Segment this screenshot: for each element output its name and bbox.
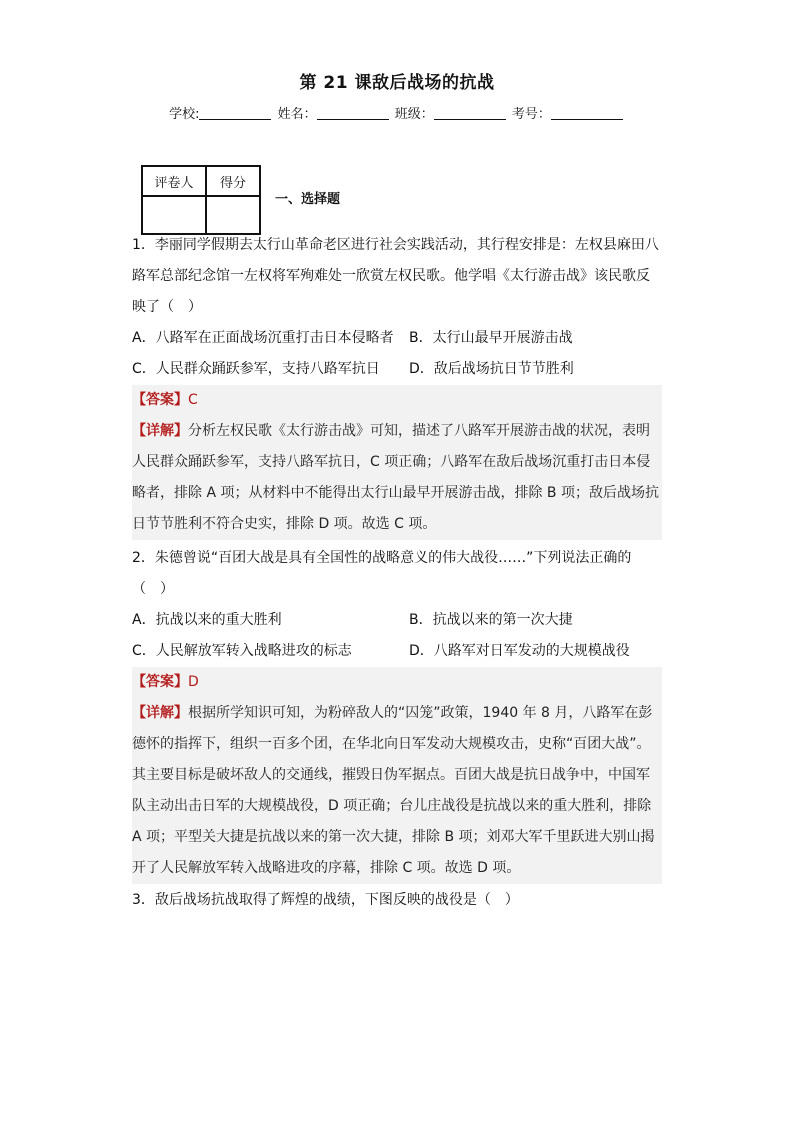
question-1-option-a[interactable]: A．八路军在正面战场沉重打击日本侵略者 [132, 330, 394, 346]
question-2-option-c[interactable]: C．人民解放军转入战略进攻的标志 [132, 643, 352, 659]
student-info-line [0, 103, 794, 122]
answer-value: C [188, 392, 198, 408]
grader-table [141, 165, 261, 235]
question-1-answer [132, 385, 662, 416]
number-label: 考号： [511, 107, 551, 122]
question-2-option-a[interactable]: A．抗战以来的重大胜利 [132, 612, 282, 628]
question-2-options-row-1 [132, 605, 662, 636]
grader-cell[interactable] [142, 196, 206, 234]
question-1-option-d[interactable]: D．敌后战场抗日节节胜利 [409, 361, 574, 377]
question-1-option-b[interactable]: B．太行山最早开展游击战 [409, 330, 573, 346]
question-1-option-c[interactable]: C．人民群众踊跃参军，支持八路军抗日 [132, 361, 380, 377]
question-3 [132, 885, 662, 916]
detail-text: 根据所学知识可知，为粉碎敌人的“囚笼”政策，1940 年 8 月，八路军在彭德怀的指挥下，组织一百多个团，在华北向日军发动大规模攻击，史称“百团大战”。其主要目标是破坏敌人的交通线，摧毁日伪军据点。百团大战是抗日战争中，中国军队主动出击日军的大规模战役，D 项正确；台儿庄战役是抗战以来的重大胜利，排除 A 项；平型关大捷是抗战以来的第一次大捷，排除 B 项；刘邓大军千里跃进大别山揭开了人民解放军转入战略进攻的序幕，排除 C 项。故选 D 项。 [132, 705, 655, 876]
name-label: 姓名： [277, 107, 317, 122]
answer-tag: 【答案】 [132, 674, 188, 690]
question-1-stem: 1．李丽同学假期去太行山革命老区进行社会实践活动，其行程安排是：左权县麻田八路军总部纪念馆一左权将军殉难处一欣赏左权民歌。他学唱《太行游击战》该民歌反映了（ ） [132, 237, 659, 315]
question-1-options-row-2 [132, 354, 662, 385]
answer-value: D [188, 674, 199, 690]
question-1-options-row-1 [132, 323, 662, 354]
school-blank[interactable] [199, 107, 271, 120]
detail-text: 分析左权民歌《太行游击战》可知，描述了八路军开展游击战的状况，表明人民群众踊跃参军，支持八路军抗日，C 项正确；八路军在敌后战场沉重打击日本侵略者，排除 A 项；从材料中不能得出太行山最早开展游击战，排除 B 项；敌后战场抗日节节胜利不符合史实，排除 D 项。故选 C 项。 [132, 423, 659, 532]
grader-header: 评卷人 [142, 166, 206, 196]
answer-tag: 【答案】 [132, 392, 188, 408]
question-2-option-b[interactable]: B．抗战以来的第一次大捷 [409, 612, 573, 628]
question-2-options-row-2 [132, 636, 662, 667]
question-2-answer [132, 667, 662, 698]
detail-tag: 【详解】 [132, 423, 188, 439]
question-1-answer-box [132, 385, 662, 540]
class-blank[interactable] [434, 107, 506, 120]
question-2 [132, 543, 662, 884]
question-1-detail [132, 416, 662, 540]
question-3-stem: 3．敌后战场抗战取得了辉煌的战绩，下图反映的战役是（ ） [132, 892, 519, 908]
number-blank[interactable] [551, 107, 623, 120]
question-2-stem: 2．朱德曾说“百团大战是具有全国性的战略意义的伟大战役……”下列说法正确的（ ） [132, 550, 632, 597]
section-title: 一、选择题 [275, 192, 341, 207]
school-label: 学校: [169, 107, 200, 122]
detail-tag: 【详解】 [132, 705, 188, 721]
question-2-option-d[interactable]: D．八路军对日军发动的大规模战役 [409, 643, 630, 659]
score-cell[interactable] [206, 196, 260, 234]
page-title: 第 21 课敌后战场的抗战 [299, 73, 495, 93]
class-label: 班级： [394, 107, 434, 122]
name-blank[interactable] [317, 107, 389, 120]
score-header: 得分 [206, 166, 260, 196]
question-2-answer-box [132, 667, 662, 884]
question-2-detail [132, 698, 662, 884]
question-1 [132, 230, 662, 540]
